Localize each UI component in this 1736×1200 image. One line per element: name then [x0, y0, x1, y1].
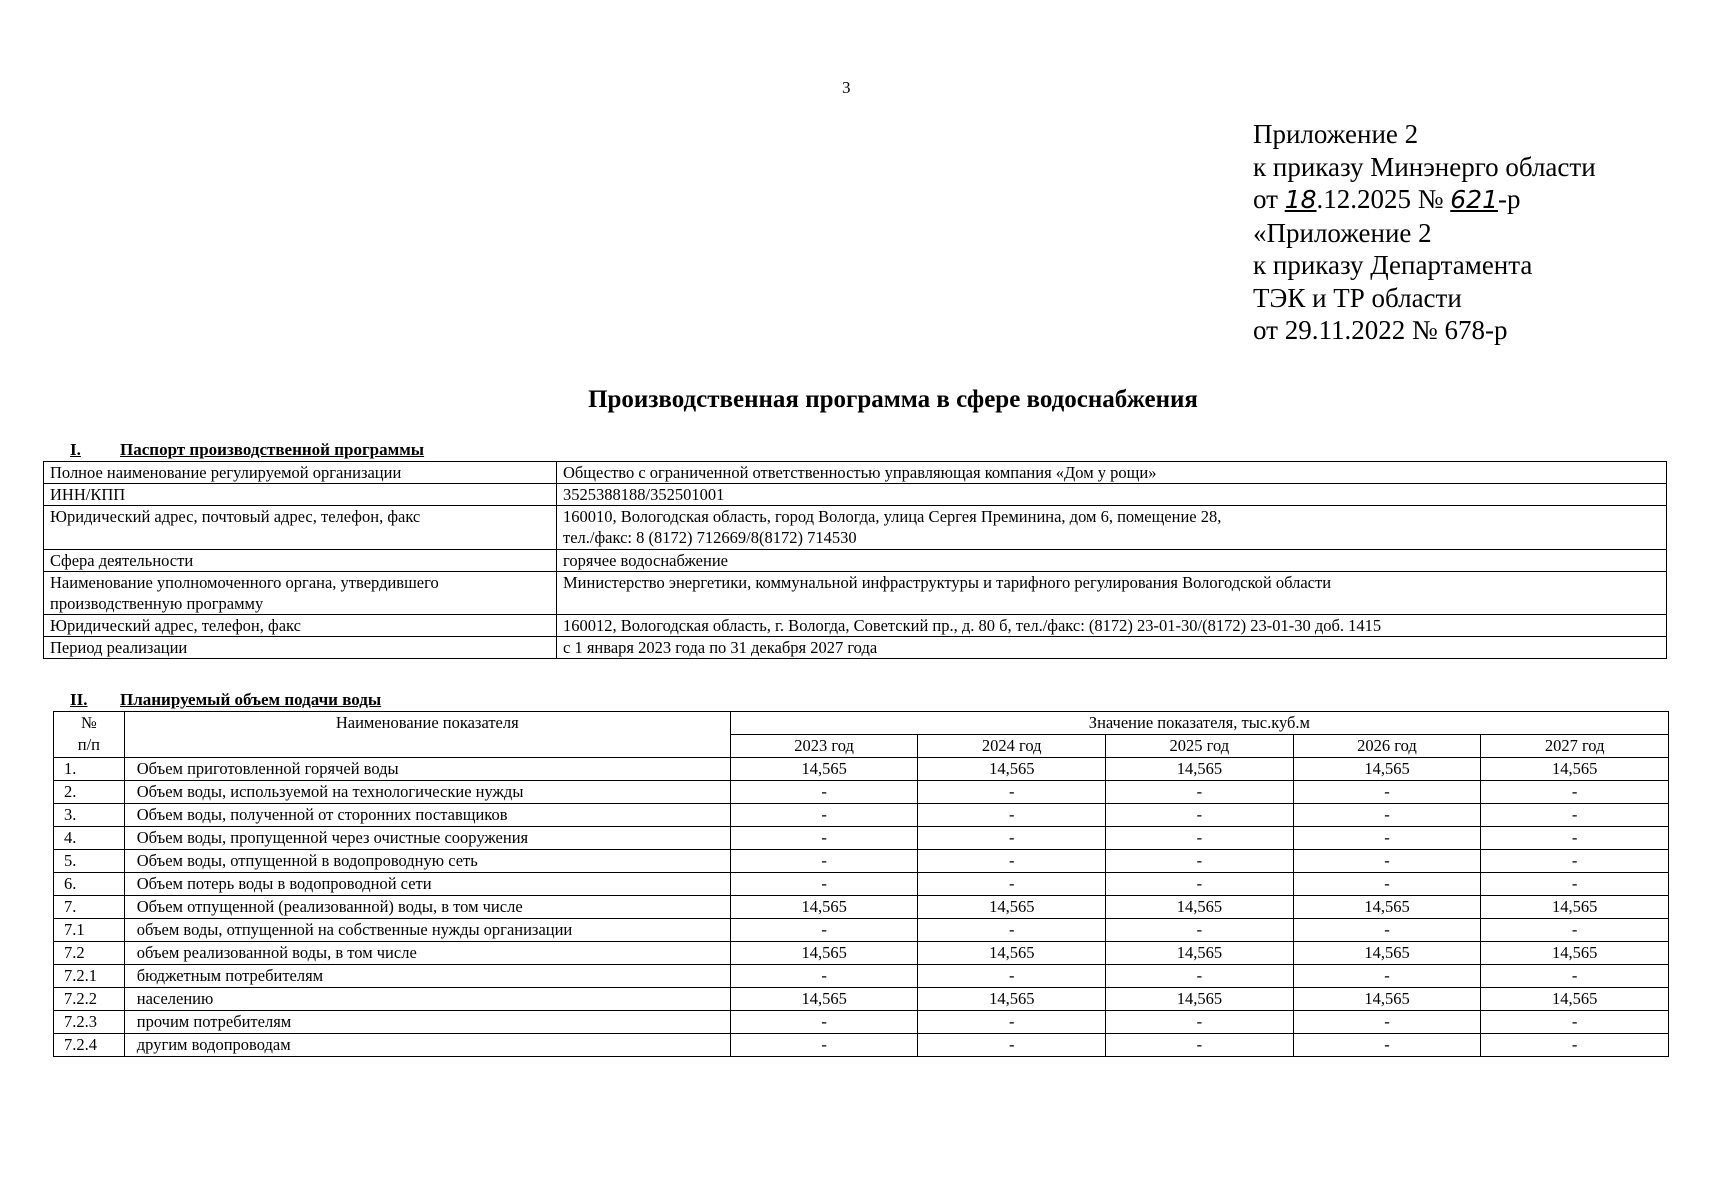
indicator-value: 14,565 [730, 896, 918, 919]
row-number: 4. [54, 827, 125, 850]
row-number: 5. [54, 850, 125, 873]
appendix-date-prefix: от [1253, 184, 1278, 214]
indicator-value: - [730, 804, 918, 827]
indicator-name: Объем потерь воды в водопроводной сети [124, 873, 730, 896]
passport-value: 160012, Вологодская область, г. Вологда, Советский пр., д. 80 б, тел./факс: (8172) 23-01-30/(8172) 23-01-30 доб. 1415 [557, 615, 1667, 637]
indicator-value: - [1106, 804, 1294, 827]
row-number: 3. [54, 804, 125, 827]
appendix-line-6: ТЭК и ТР области [1253, 282, 1462, 313]
indicator-name: Объем воды, отпущенной в водопроводную сеть [124, 850, 730, 873]
indicator-value: - [1106, 850, 1294, 873]
indicator-value: - [918, 965, 1106, 988]
table-row [54, 919, 1669, 942]
indicator-value: - [1293, 804, 1481, 827]
header-number: № [81, 713, 97, 732]
indicator-value: - [918, 827, 1106, 850]
indicator-value: - [730, 965, 918, 988]
table-row [44, 484, 1667, 506]
indicator-name: населению [124, 988, 730, 1011]
indicator-value: - [1106, 781, 1294, 804]
passport-table [43, 461, 1667, 659]
passport-label: Полное наименование регулируемой организации [44, 462, 557, 484]
passport-value: с 1 января 2023 года по 31 декабря 2027 года [557, 637, 1667, 659]
indicator-value: 14,565 [918, 758, 1106, 781]
indicator-value: 14,565 [1106, 942, 1294, 965]
indicator-value: - [1106, 1011, 1294, 1034]
indicator-value: - [730, 873, 918, 896]
indicator-value: - [1481, 1011, 1669, 1034]
table-row [54, 850, 1669, 873]
indicator-value: 14,565 [1106, 896, 1294, 919]
table-row [54, 965, 1669, 988]
indicator-name: бюджетным потребителям [124, 965, 730, 988]
indicator-value: - [730, 781, 918, 804]
table-row [54, 804, 1669, 827]
handwritten-day: 18 [1284, 185, 1317, 214]
indicator-value: 14,565 [730, 988, 918, 1011]
indicator-value: - [730, 1034, 918, 1057]
indicator-name: Объем отпущенной (реализованной) воды, в том числе [124, 896, 730, 919]
appendix-block [1253, 118, 1596, 347]
appendix-line-7: от 29.11.2022 № 678-р [1253, 315, 1508, 345]
header-number-sub: п/п [77, 735, 100, 754]
table-row [54, 1034, 1669, 1057]
indicator-value: - [918, 850, 1106, 873]
table-row [54, 896, 1669, 919]
indicator-name: объем воды, отпущенной на собственные нужды организации [124, 919, 730, 942]
table-row [44, 637, 1667, 659]
indicator-value: 14,565 [918, 988, 1106, 1011]
section-2-number: II. [70, 690, 88, 709]
header-indicator-name: Наименование показателя [124, 712, 730, 758]
appendix-line-4: «Приложение 2 [1253, 217, 1432, 248]
indicator-value: 14,565 [730, 942, 918, 965]
indicator-value: - [1106, 919, 1294, 942]
indicator-value: - [1106, 1034, 1294, 1057]
indicator-name: прочим потребителям [124, 1011, 730, 1034]
indicator-value: - [1293, 965, 1481, 988]
indicator-value: 14,565 [918, 942, 1106, 965]
indicator-value: - [730, 850, 918, 873]
appendix-date-middle: .12.2025 № [1316, 184, 1444, 214]
indicator-value: - [918, 781, 1106, 804]
indicator-value: - [730, 1011, 918, 1034]
table-header-row [54, 712, 1669, 735]
indicator-value: - [1106, 827, 1294, 850]
header-year: 2024 год [918, 735, 1106, 758]
header-year: 2025 год [1106, 735, 1294, 758]
table-row [44, 506, 1667, 550]
header-year: 2027 год [1481, 735, 1669, 758]
indicator-value: - [1481, 804, 1669, 827]
handwritten-order-number: 621 [1450, 185, 1498, 214]
indicator-value: - [1293, 827, 1481, 850]
indicator-value: 14,565 [1481, 942, 1669, 965]
indicator-value: - [1481, 919, 1669, 942]
water-volume-table [53, 711, 1669, 1057]
indicator-value: - [730, 827, 918, 850]
indicator-value: - [918, 804, 1106, 827]
header-number-cell [54, 712, 125, 758]
row-number: 7.2 [54, 942, 125, 965]
table-row [54, 758, 1669, 781]
indicator-value: 14,565 [1481, 988, 1669, 1011]
passport-label: Наименование уполномоченного органа, утвердившего [50, 573, 439, 592]
table-row [54, 781, 1669, 804]
table-row [54, 827, 1669, 850]
appendix-line-3 [1253, 183, 1596, 217]
passport-value: тел./факс: 8 (8172) 712669/8(8172) 714530 [563, 528, 857, 547]
header-year: 2026 год [1293, 735, 1481, 758]
table-row [44, 462, 1667, 484]
passport-label: Сфера деятельности [44, 550, 557, 572]
indicator-value: - [1106, 873, 1294, 896]
indicator-value: 14,565 [1293, 758, 1481, 781]
passport-value: Министерство энергетики, коммунальной инфраструктуры и тарифного регулирования Вологодской области [557, 572, 1667, 615]
table-row [54, 1011, 1669, 1034]
document-title: Производственная программа в сфере водоснабжения [588, 386, 1198, 413]
indicator-name: другим водопроводам [124, 1034, 730, 1057]
indicator-value: - [918, 1034, 1106, 1057]
appendix-line-1: Приложение 2 [1253, 119, 1419, 149]
indicator-value: - [1481, 873, 1669, 896]
indicator-value: 14,565 [730, 758, 918, 781]
passport-value: 3525388188/352501001 [557, 484, 1667, 506]
section-2-heading [70, 690, 381, 710]
appendix-date-suffix: -р [1498, 184, 1521, 214]
indicator-value: - [1293, 1034, 1481, 1057]
passport-value-cell [557, 506, 1667, 550]
row-number: 6. [54, 873, 125, 896]
row-number: 7. [54, 896, 125, 919]
row-number: 7.2.1 [54, 965, 125, 988]
indicator-value: 14,565 [1106, 758, 1294, 781]
indicator-value: - [1293, 873, 1481, 896]
passport-value: горячее водоснабжение [557, 550, 1667, 572]
passport-label-cell [44, 572, 557, 615]
indicator-value: - [1293, 1011, 1481, 1034]
row-number: 7.2.2 [54, 988, 125, 1011]
indicator-value: - [918, 1011, 1106, 1034]
row-number: 7.2.4 [54, 1034, 125, 1057]
passport-label: Юридический адрес, телефон, факс [44, 615, 557, 637]
indicator-value: 14,565 [1106, 988, 1294, 1011]
indicator-value: - [1481, 965, 1669, 988]
indicator-value: - [1293, 919, 1481, 942]
indicator-value: - [1293, 781, 1481, 804]
table-row [44, 615, 1667, 637]
section-2-title: Планируемый объем подачи воды [120, 690, 382, 709]
indicator-value: - [1481, 781, 1669, 804]
header-year: 2023 год [730, 735, 918, 758]
indicator-value: - [1481, 1034, 1669, 1057]
indicator-name: Объем приготовленной горячей воды [124, 758, 730, 781]
indicator-value: 14,565 [918, 896, 1106, 919]
indicator-value: 14,565 [1481, 896, 1669, 919]
section-1-title: Паспорт производственной программы [120, 440, 425, 459]
passport-value: Общество с ограниченной ответственностью управляющая компания «Дом у рощи» [557, 462, 1667, 484]
row-number: 7.1 [54, 919, 125, 942]
header-value-group: Значение показателя, тыс.куб.м [730, 712, 1668, 735]
indicator-value: - [1481, 827, 1669, 850]
indicator-value: 14,565 [1481, 758, 1669, 781]
table-row [54, 873, 1669, 896]
indicator-value: - [1106, 965, 1294, 988]
table-row [44, 550, 1667, 572]
indicator-name: Объем воды, полученной от сторонних поставщиков [124, 804, 730, 827]
indicator-value: - [730, 919, 918, 942]
passport-label: Период реализации [44, 637, 557, 659]
row-number: 1. [54, 758, 125, 781]
row-number: 2. [54, 781, 125, 804]
page-number: 3 [842, 78, 851, 97]
passport-label: ИНН/КПП [44, 484, 557, 506]
appendix-line-2: к приказу Минэнерго области [1253, 151, 1596, 182]
section-1-number: I. [70, 440, 81, 459]
table-row [54, 942, 1669, 965]
indicator-value: 14,565 [1293, 942, 1481, 965]
passport-label: производственную программу [50, 594, 264, 613]
row-number: 7.2.3 [54, 1011, 125, 1034]
indicator-value: - [1481, 850, 1669, 873]
appendix-line-5: к приказу Департамента [1253, 250, 1533, 280]
indicator-name: Объем воды, пропущенной через очистные сооружения [124, 827, 730, 850]
section-1-heading [70, 440, 424, 460]
indicator-value: 14,565 [1293, 988, 1481, 1011]
passport-value: 160010, Вологодская область, город Вологда, улица Сергея Преминина, дом 6, помещение 28, [563, 507, 1222, 526]
indicator-name: Объем воды, используемой на технологические нужды [124, 781, 730, 804]
table-row [44, 572, 1667, 615]
water-volume-body [54, 758, 1669, 1057]
indicator-value: - [918, 873, 1106, 896]
indicator-value: - [1293, 850, 1481, 873]
passport-label: Юридический адрес, почтовый адрес, телефон, факс [44, 506, 557, 550]
table-row [54, 988, 1669, 1011]
indicator-name: объем реализованной воды, в том числе [124, 942, 730, 965]
indicator-value: 14,565 [1293, 896, 1481, 919]
indicator-value: - [918, 919, 1106, 942]
